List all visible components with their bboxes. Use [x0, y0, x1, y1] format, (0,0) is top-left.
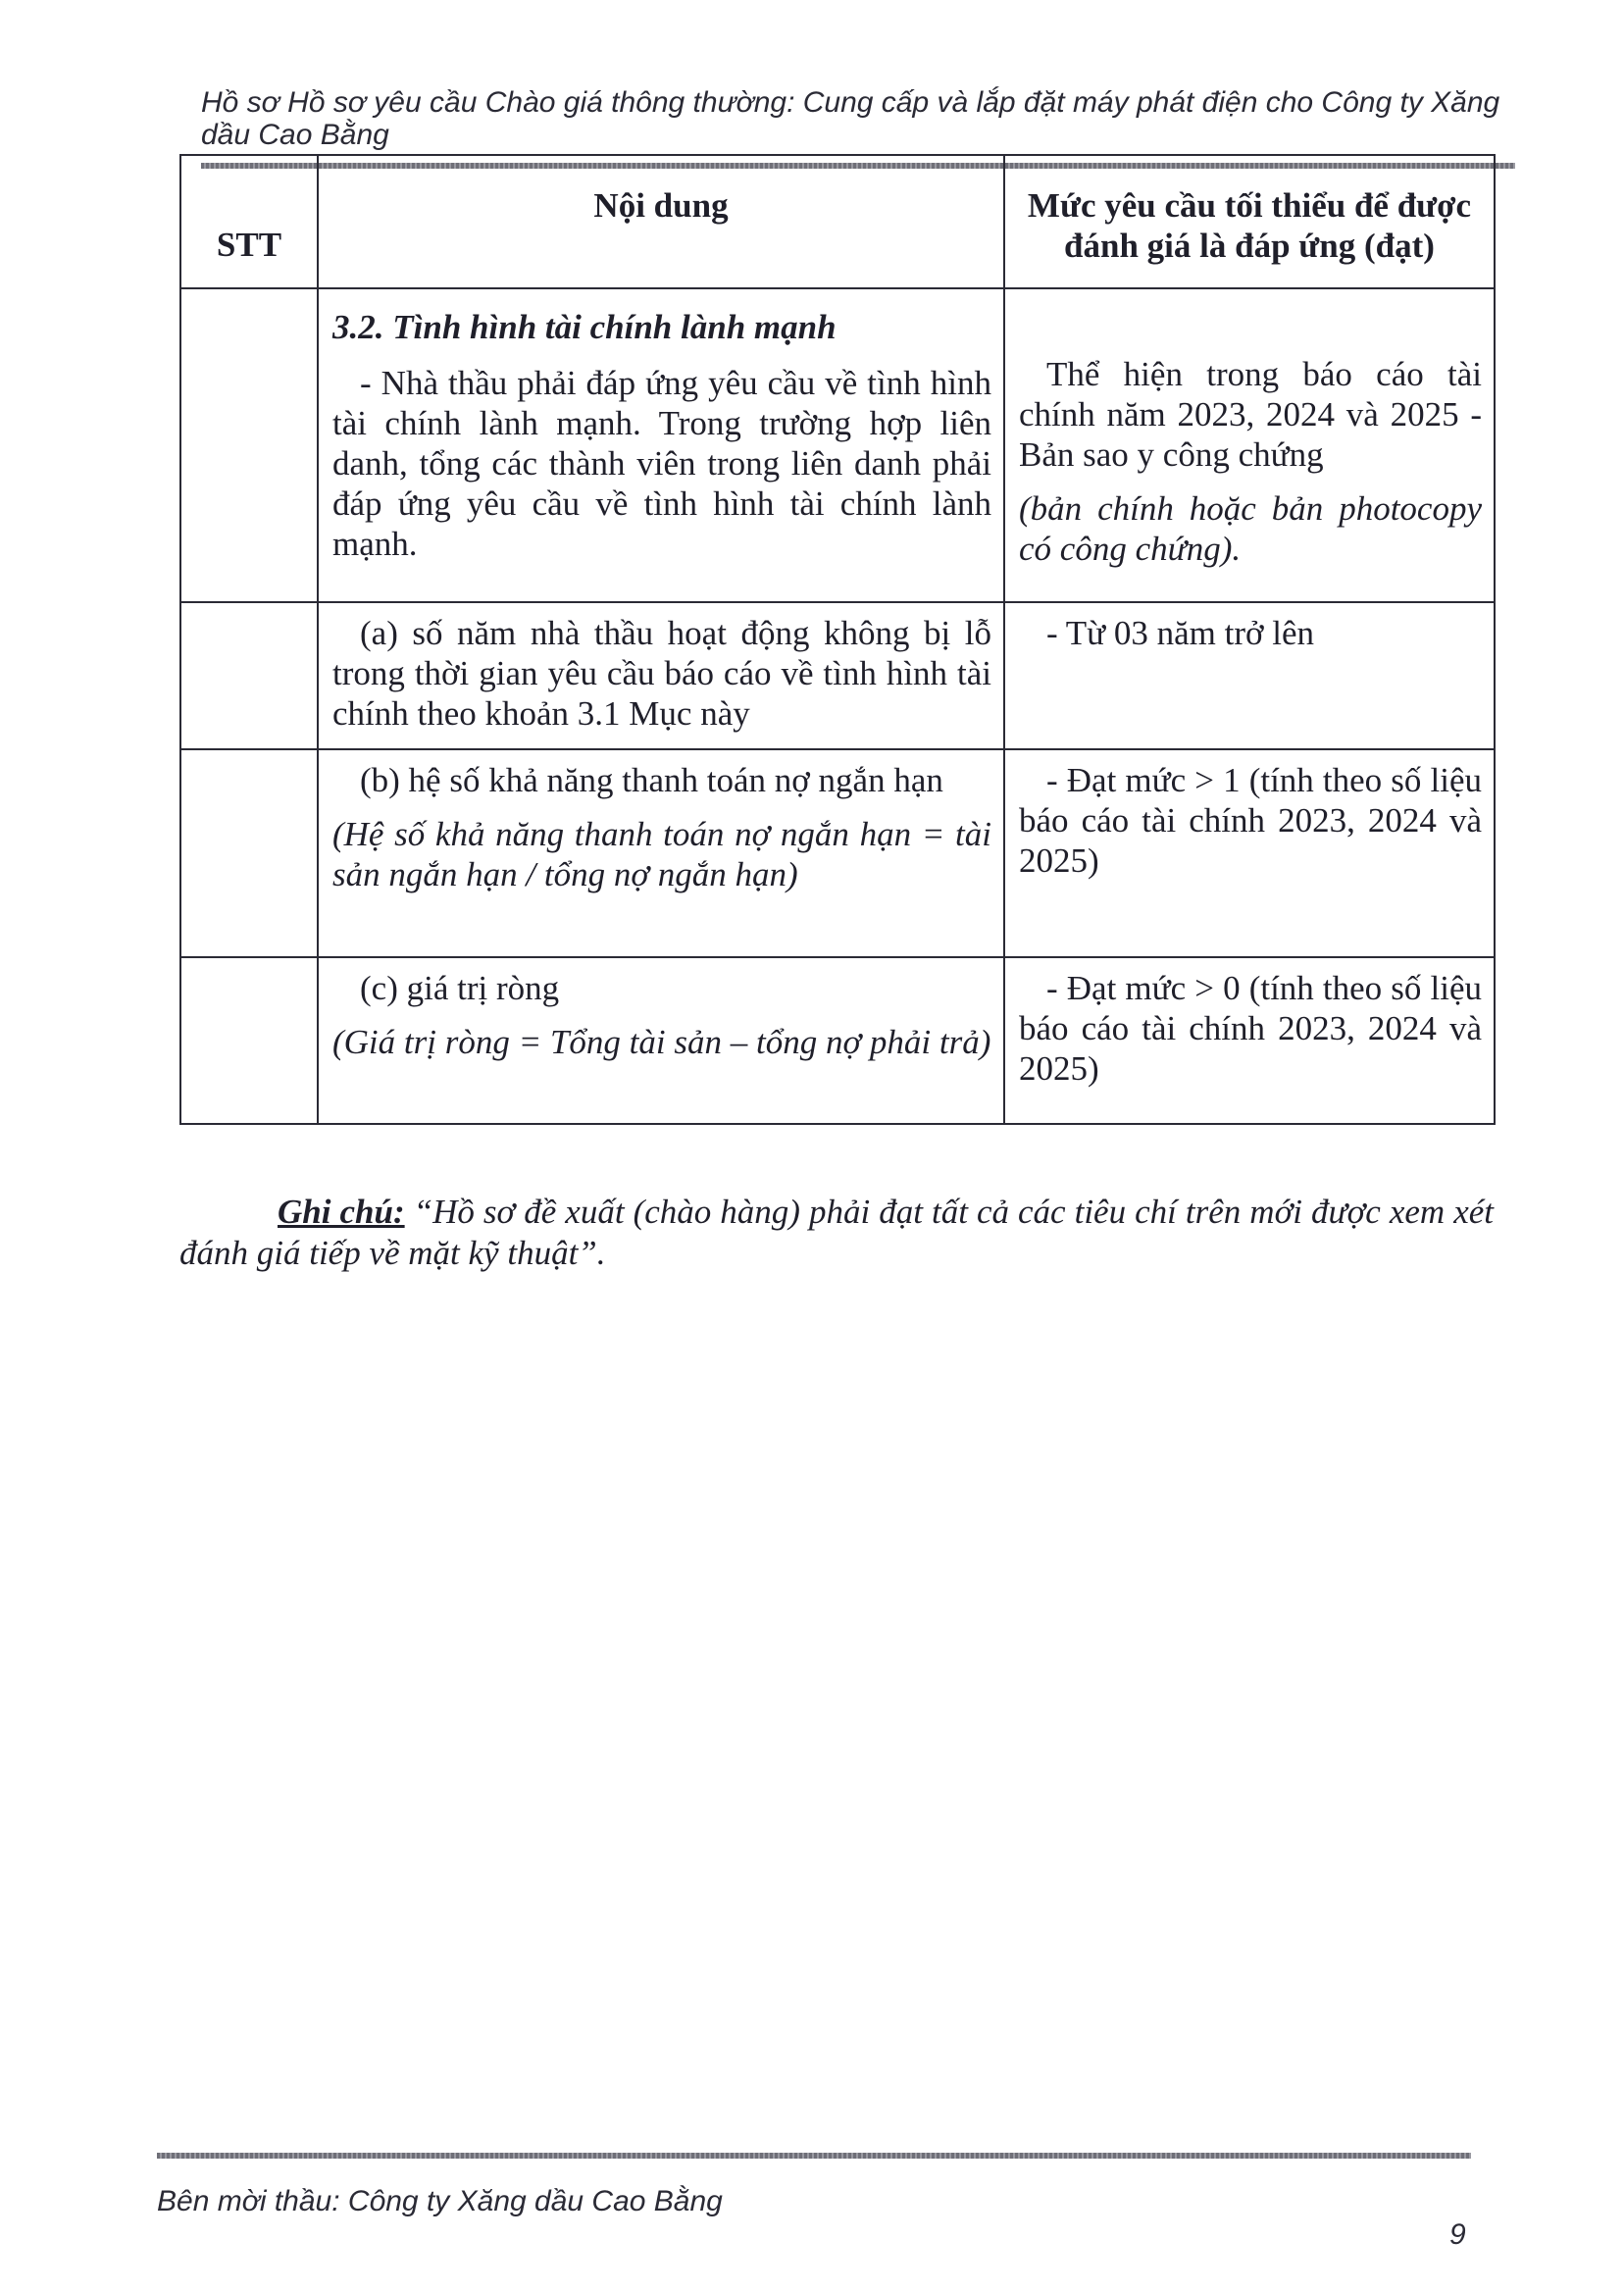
- content-text: (a) số năm nhà thầu hoạt động không bị lỗ trong thời gian yêu cầu báo cáo về tình hình tài chính theo khoản 3.1 Mục này: [332, 614, 991, 733]
- requirement-text: - Đạt mức > 0 (tính theo số liệu báo cáo tài chính 2023, 2024 và 2025): [1019, 969, 1482, 1088]
- footer-text: Bên mời thầu: Công ty Xăng dầu Cao Bằng: [157, 2185, 723, 2217]
- content-cell: [318, 749, 1004, 957]
- table-row: [180, 749, 1495, 957]
- requirements-table-container: [179, 154, 1494, 1125]
- requirement-cell: [1004, 288, 1495, 602]
- requirement-cell: [1004, 957, 1495, 1124]
- requirement-cell: [1004, 749, 1495, 957]
- stt-cell: [180, 749, 318, 957]
- requirement-text: - Từ 03 năm trở lên: [1046, 614, 1315, 652]
- content-cell: [318, 957, 1004, 1124]
- note-paragraph: [179, 1192, 1494, 1274]
- page-number: 9: [1449, 2218, 1466, 2251]
- content-note: (Giá trị ròng = Tổng tài sản – tổng nợ phải trả): [332, 1023, 991, 1061]
- column-header-requirement: Mức yêu cầu tối thiểu để được đánh giá là đáp ứng (đạt): [1004, 155, 1495, 288]
- content-cell: [318, 602, 1004, 749]
- stt-cell: [180, 957, 318, 1124]
- footer-divider: [157, 2153, 1471, 2159]
- table-header-row: [180, 155, 1495, 288]
- table-row: [180, 957, 1495, 1124]
- content-text: - Nhà thầu phải đáp ứng yêu cầu về tình hình tài chính lành mạnh. Trong trường hợp liên danh, tổng các thành viên trong liên danh phải đáp ứng yêu cầu về tình hình tài chính lành mạnh.: [332, 364, 991, 563]
- stt-cell: [180, 288, 318, 602]
- content-text: (b) hệ số khả năng thanh toán nợ ngắn hạn: [360, 761, 943, 799]
- content-cell: [318, 288, 1004, 602]
- requirement-text: Thể hiện trong báo cáo tài chính năm 2023, 2024 và 2025 - Bản sao y công chứng: [1019, 355, 1482, 474]
- stt-cell: [180, 602, 318, 749]
- note-text: “Hồ sơ đề xuất (chào hàng) phải đạt tất cả các tiêu chí trên mới được xem xét đánh giá tiếp về mặt kỹ thuật”.: [179, 1193, 1494, 1272]
- content-note: (Hệ số khả năng thanh toán nợ ngắn hạn = tài sản ngắn hạn / tổng nợ ngắn hạn): [332, 815, 991, 893]
- content-text: (c) giá trị ròng: [360, 969, 560, 1007]
- section-title: 3.2. Tình hình tài chính lành mạnh: [332, 308, 837, 346]
- column-header-stt: STT: [180, 155, 318, 288]
- requirement-text: - Đạt mức > 1 (tính theo số liệu báo cáo tài chính 2023, 2024 và 2025): [1019, 761, 1482, 880]
- requirement-note: (bản chính hoặc bản photocopy có công chứng).: [1019, 489, 1482, 568]
- requirement-cell: [1004, 602, 1495, 749]
- page-header: Hồ sơ Hồ sơ yêu cầu Chào giá thông thường: Cung cấp và lắp đặt máy phát điện cho Công ty Xăng dầu Cao Bằng: [201, 86, 1500, 151]
- column-header-content: Nội dung: [318, 155, 1004, 288]
- table-row: [180, 288, 1495, 602]
- note-label: Ghi chú:: [278, 1193, 405, 1231]
- requirements-table: [179, 154, 1496, 1125]
- table-row: [180, 602, 1495, 749]
